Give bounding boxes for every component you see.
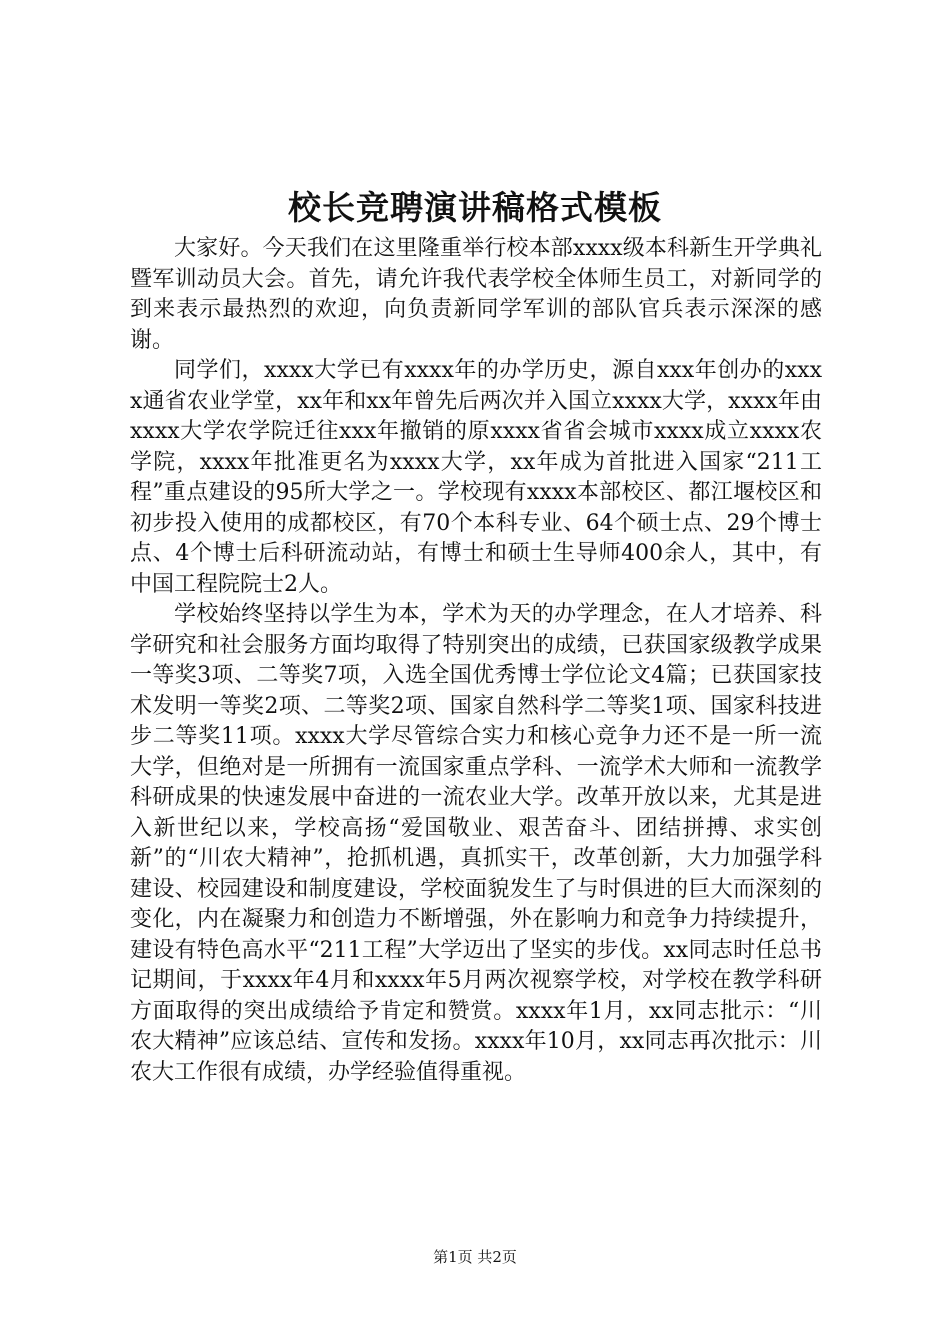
page-number-footer: 第1页 共2页	[433, 1248, 517, 1266]
paragraph-greeting: 大家好。今天我们在这里隆重举行校本部xxxx级本科新生开学典礼暨军训动员大会。首先，请允许我代表学校全体师生员工，对新同学的到来表示最热烈的欢迎，向负责新同学军训的部队官兵表示深深的感谢。	[130, 236, 822, 353]
paragraph-achievements: 学校始终坚持以学生为本，学术为天的办学理念，在人才培养、科学研究和社会服务方面均取得了特别突出的成绩，已获国家级教学成果一等奖3项、二等奖7项，入选全国优秀博士学位论文4篇；已获国家技术发明一等奖2项、二等奖2项、国家自然科学二等奖1项、国家科技进步二等奖11项。xxxx大学尽管综合实力和核心竞争力还不是一所一流大学，但绝对是一所拥有一流国家重点学科、一流学术大师和一流教学科研成果的快速发展中奋进的一流农业大学。改革开放以来，尤其是进入新世纪以来，学校高扬“爱国敬业、艰苦奋斗、团结拼搏、求实创新”的“川农大精神”，抢抓机遇，真抓实干，改革创新，大力加强学科建设、校园建设和制度建设，学校面貌发生了与时俱进的巨大而深刻的变化，内在凝聚力和创造力不断增强，外在影响力和竞争力持续提升，建设有特色高水平“211工程”大学迈出了坚实的步伐。xx同志时任总书记期间，于xxxx年4月和xxxx年5月两次视察学校，对学校在教学科研方面取得的突出成绩给予肯定和赞赏。xxxx年1月，xx同志批示：“川农大精神”应该总结、宣传和发扬。xxxx年10月，xx同志再次批示：川农大工作很有成绩，办学经验值得重视。	[130, 602, 822, 1085]
document-body	[130, 234, 822, 1088]
document-title: 校长竞聘演讲稿格式模板	[288, 188, 662, 227]
paragraph-history: 同学们，xxxx大学已有xxxx年的办学历史，源自xxx年创办的xxxx通省农业学堂，xx年和xx年曾先后两次并入国立xxxx大学，xxxx年由xxxx大学农学院迁往xxx年撤销的原xxxx省省会城市xxxx成立xxxx农学院，xxxx年批准更名为xxxx大学，xx年成为首批进入国家“211工程”重点建设的95所大学之一。学校现有xxxx本部校区、都江堰校区和初步投入使用的成都校区，有70个本科专业、64个硕士点、29个博士点、4个博士后科研流动站，有博士和硕士生导师400余人，其中，有中国工程院院士2人。	[130, 358, 822, 597]
